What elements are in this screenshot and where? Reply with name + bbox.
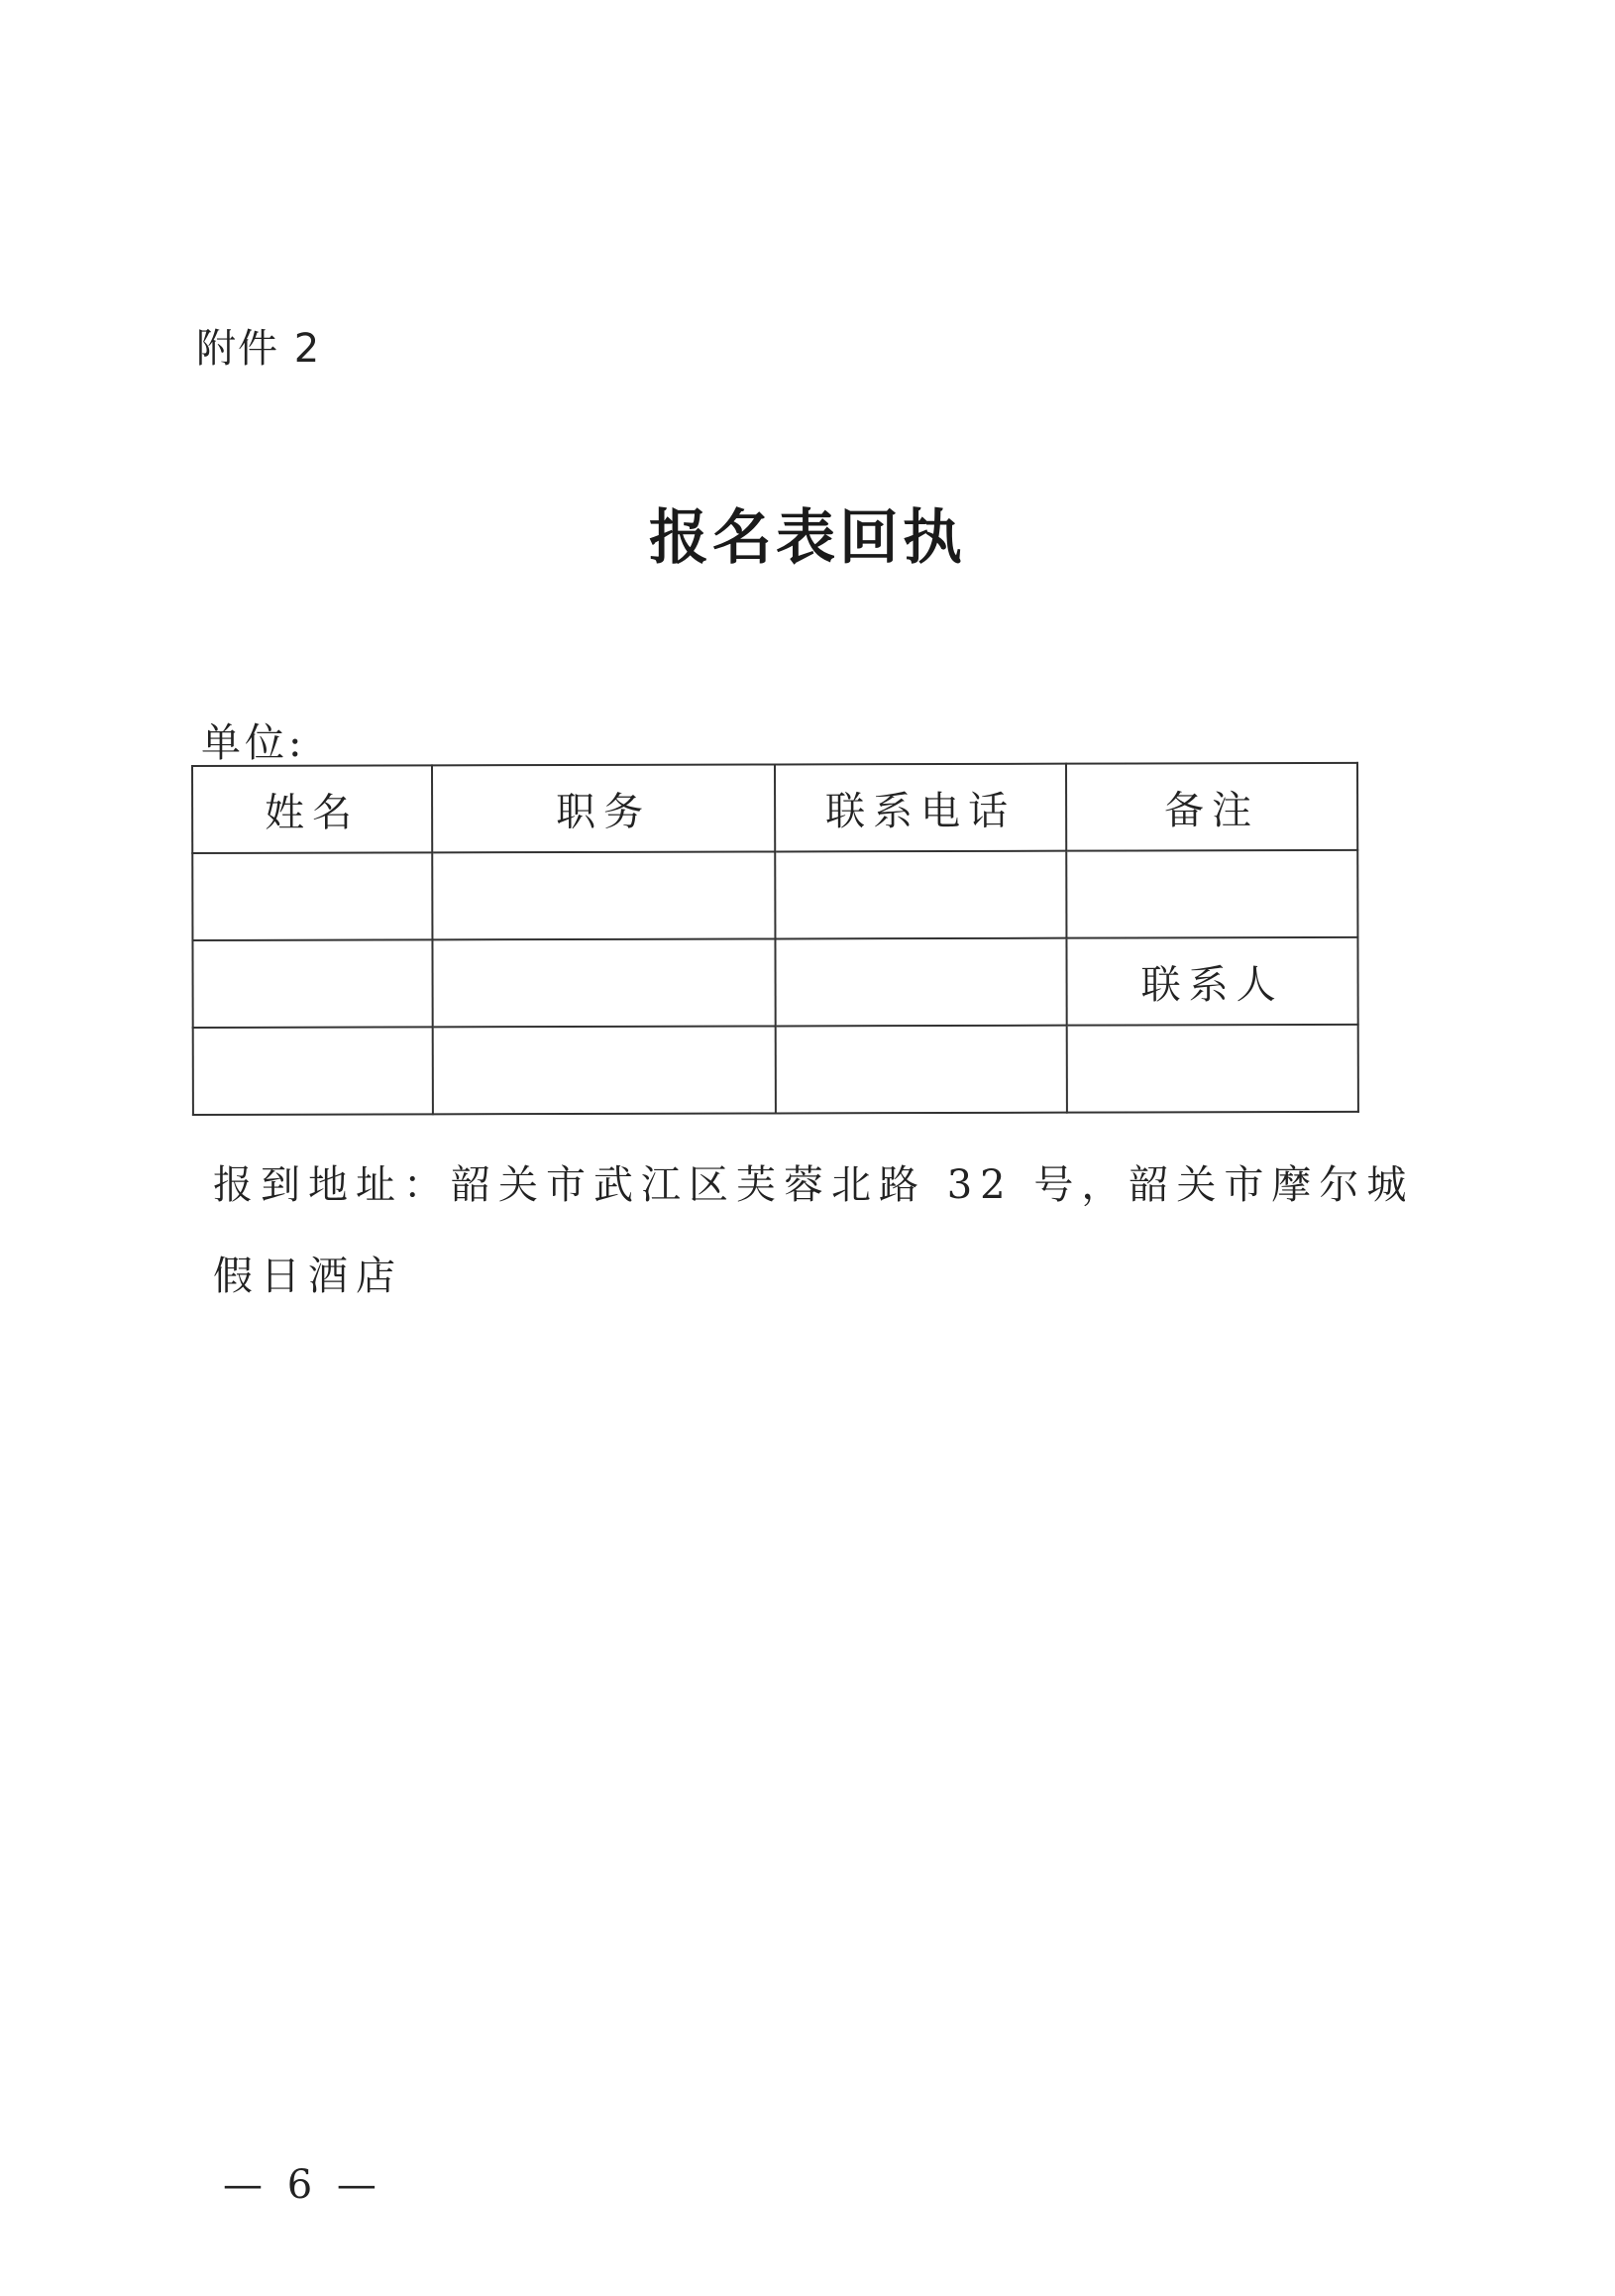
table-row bbox=[192, 937, 1357, 1028]
contact-person-cell: 联系人 bbox=[1066, 937, 1357, 1026]
unit-label: 单位: bbox=[201, 720, 306, 766]
header-position: 职务 bbox=[432, 764, 775, 852]
report-address: 报到地址：韶关市武江区芙蓉北路 32 号，韶关市摩尔城假日酒店 bbox=[213, 1162, 1415, 1299]
table-cell bbox=[776, 1026, 1067, 1114]
header-phone: 联系电话 bbox=[775, 764, 1066, 852]
page-number: — 6 — bbox=[223, 2162, 382, 2208]
table-header-row bbox=[192, 763, 1357, 853]
table-cell bbox=[433, 1026, 776, 1114]
table-cell bbox=[192, 939, 432, 1028]
table-cell bbox=[432, 851, 775, 939]
table-cell bbox=[775, 938, 1066, 1027]
table-row bbox=[192, 850, 1357, 940]
registration-table bbox=[191, 762, 1359, 1116]
attachment-label: 附件 2 bbox=[196, 326, 322, 372]
header-name: 姓名 bbox=[192, 765, 432, 853]
header-remarks: 备注 bbox=[1066, 763, 1357, 851]
table-cell bbox=[1066, 850, 1357, 938]
document-title: 报名表回执 bbox=[649, 503, 966, 573]
table-cell bbox=[192, 852, 432, 940]
table-row bbox=[193, 1025, 1358, 1115]
table-cell bbox=[193, 1027, 433, 1115]
table-cell bbox=[775, 851, 1066, 939]
table-cell bbox=[432, 938, 775, 1027]
table-cell bbox=[1067, 1025, 1358, 1113]
